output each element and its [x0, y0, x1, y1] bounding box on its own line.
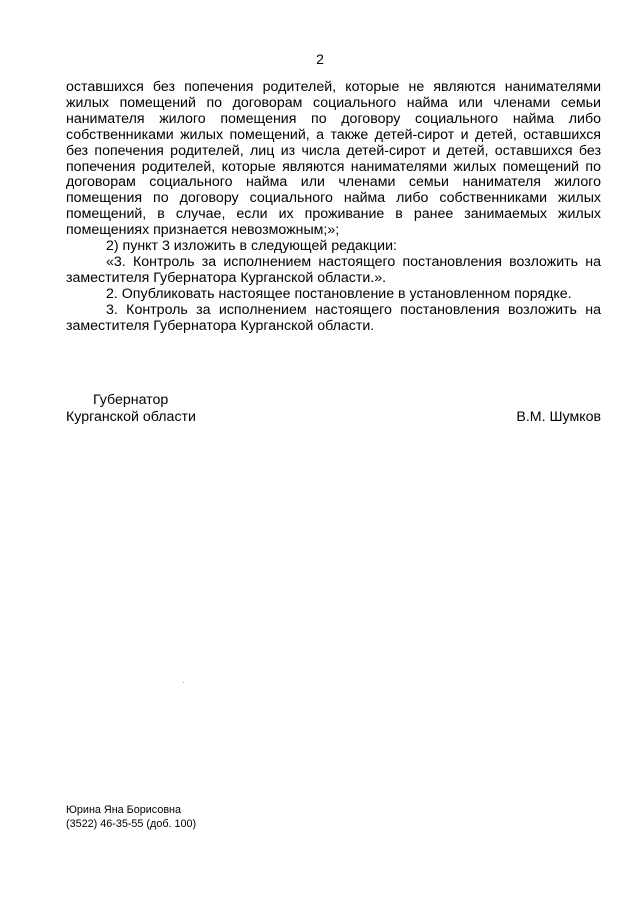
signature-block	[66, 392, 601, 426]
executor-phone: (3522) 46-35-55 (доб. 100)	[66, 817, 197, 830]
paragraph-continuation: оставшихся без попечения родителей, которые не являются нанимателями жилых помещений по договорам социального найма или членами семьи нанимателя жилого помещения по договору социального найма либо собственниками жилых помещений, а также детей-сирот и детей, оставшихся без попечения родителей, лиц из числа детей-сирот и детей, оставшихся без попечения родителей, которые являются нанимателями жилых помещений по договорам социального найма или членами семьи нанимателя жилого помещения по договору социального найма либо собственниками жилых помещений, в случае, если их проживание в ранее занимаемых жилых помещениях признается невозможным;»;	[66, 79, 601, 239]
paragraph-control: 3. Контроль за исполнением настоящего постановления возложить на заместителя Губернатора Курганской области.	[66, 301, 601, 334]
page-number: 2	[316, 51, 324, 67]
paragraph-quoted-clause: «3. Контроль за исполнением настоящего постановления возложить на заместителя Губернатора Курганской области.».	[66, 253, 601, 286]
scan-speck	[183, 682, 184, 683]
signatory-title-line1: Губернатор	[93, 392, 169, 408]
executor-name: Юрина Яна Борисовна	[66, 804, 182, 816]
signatory-title-line2: Курганской области	[66, 409, 196, 425]
executor-footer	[66, 804, 196, 831]
paragraph-item-2: 2) пункт 3 изложить в следующей редакции:	[106, 238, 397, 255]
document-body	[66, 80, 601, 335]
paragraph-publish: 2. Опубликовать настоящее постановление в установленном порядке.	[106, 285, 572, 302]
signatory-name: В.М. Шумков	[516, 409, 601, 425]
